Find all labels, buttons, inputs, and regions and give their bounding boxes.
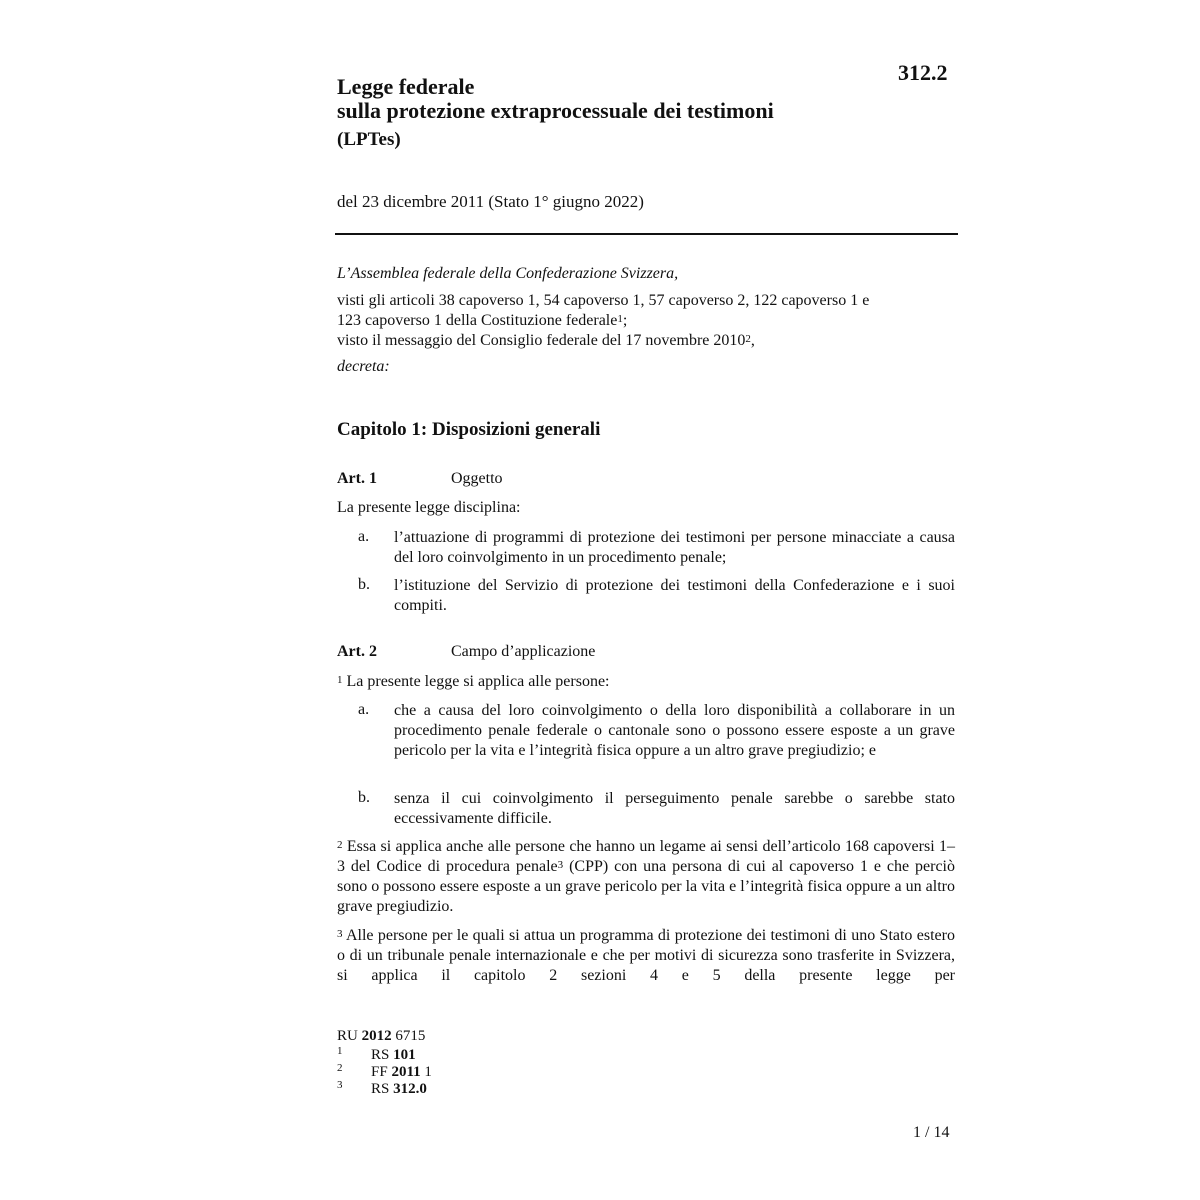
- header-divider: [335, 233, 958, 235]
- art-2-para-2: $^2$ Essa si applica anche alle persone che hanno un legame ai sensi dell’articolo 168 capoversi 1–3 del Codice di procedura penale$^3$ (CPP) con una persona di cui al capoverso 1 e che perciò sono o possono essere esposte a un grave pericolo per la vita e l’integrità fisica oppure a un altro grave pregiudizio.: [337, 838, 956, 915]
- sr-number: 312.2: [898, 60, 948, 85]
- footnote-3-text: RS 312.0: [371, 1081, 427, 1097]
- art-1-intro: La presente legge disciplina:: [337, 499, 521, 516]
- law-title: [337, 75, 774, 123]
- preamble-line-2: 123 capoverso 1 della Costituzione federale$^1$;: [337, 312, 628, 329]
- art-1-title: Oggetto: [451, 470, 503, 487]
- art-1-item-a-letter: a.: [358, 528, 370, 545]
- preamble-line-1: visti gli articoli 38 capoverso 1, 54 capoverso 1, 57 capoverso 2, 122 capoverso 1 e: [337, 292, 870, 309]
- art-2-item-b-letter: b.: [358, 789, 370, 806]
- law-abbreviation: (LPTes): [337, 129, 401, 150]
- para-number: 3: [337, 928, 343, 940]
- art-2-item-b-text: senza il cui coinvolgimento il perseguimento penale sarebbe o sarebbe stato eccessivamente difficile.: [394, 790, 955, 827]
- footnote-1-text: RS 101: [371, 1047, 416, 1063]
- art-2-para-3: $^3$ Alle persone per le quali si attua un programma di protezione dei testimoni di uno Stato estero o di un tribunale penale internazionale e che per motivi di sicurezza sono trasferite in Svizzera, si applica il capitolo 2 sezioni 4 e 5 della presente legge per: [337, 927, 955, 984]
- art-1-item-b-text: l’istituzione del Servizio di protezione dei testimoni della Confederazione e i suoi compiti.: [394, 577, 955, 614]
- preamble-assembly: L’Assemblea federale della Confederazione Svizzera,: [337, 265, 679, 282]
- title-line-1: Legge federale: [337, 74, 475, 99]
- footnote-2-text: FF 2011 1: [371, 1064, 432, 1080]
- art-2-title: Campo d’applicazione: [451, 643, 596, 660]
- footnote-ref-3[interactable]: 3: [557, 859, 564, 871]
- footnote-1-number: 1: [337, 1045, 343, 1057]
- art-1-number: Art. 1: [337, 470, 377, 487]
- art-2-item-a-letter: a.: [358, 701, 370, 718]
- page-number: 1 / 14: [913, 1124, 950, 1141]
- law-date: del 23 dicembre 2011 (Stato 1° giugno 2022): [337, 192, 644, 211]
- art-1-item-a-text: l’attuazione di programmi di protezione dei testimoni per persone minacciate a causa del loro coinvolgimento in un procedimento penale;: [394, 529, 955, 566]
- preamble-line-3: visto il messaggio del Consiglio federale del 17 novembre 2010$^2$,: [337, 332, 755, 349]
- footnote-2-number: 2: [337, 1062, 343, 1074]
- footnote-ref-2[interactable]: 2: [745, 333, 751, 345]
- para-number: 1: [337, 674, 343, 686]
- art-2-number: Art. 2: [337, 643, 377, 660]
- footnote-3-number: 3: [337, 1079, 343, 1091]
- art-2-item-a-text: che a causa del loro coinvolgimento o della loro disponibilità a collaborare in un procedimento penale federale o cantonale sono o possono essere esposte a un grave pericolo per la vita e l’integrità fisica oppure a un altro grave pregiudizio; e: [394, 702, 955, 759]
- footnote-ref-1[interactable]: 1: [617, 313, 623, 325]
- art-2-para-1-intro: $^1$ La presente legge si applica alle persone:: [337, 673, 610, 690]
- art-1-item-b-letter: b.: [358, 576, 370, 593]
- chapter-1-title: Capitolo 1: Disposizioni generali: [337, 419, 601, 440]
- title-line-2: sulla protezione extraprocessuale dei testimoni: [337, 98, 774, 123]
- footnote-ru: RU 2012 6715: [337, 1028, 426, 1044]
- preamble-decreta: decreta:: [337, 358, 390, 375]
- para-number: 2: [337, 839, 343, 851]
